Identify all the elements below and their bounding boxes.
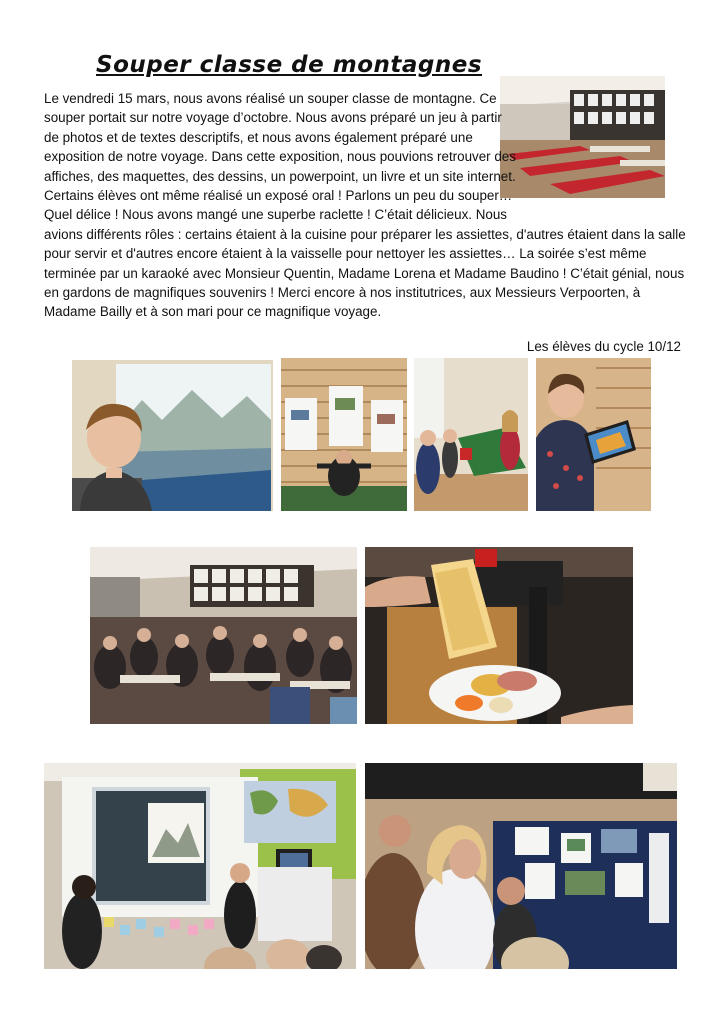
article-text: Le vendredi 15 mars, nous avons réalisé un souper classe de montagne. Ce souper portait sur notre voyage d’octobre. Nous avons préparé un jeu à partir de photos et de textes descriptifs, et nous avons également préparé une exposition de notre voyage. Dans cette exposition, nous pouvions retrouver des affiches, des maquettes, des dessins, un powerpoint, un livre et un site internet. Certains élèves ont même réalisé un exposé oral ! Parlons un peu du souper… Quel délice ! Nous avons mangé une superbe raclette ! C’était délicieux. Nous avions différents rôles : certains étaient à la cuisine pour préparer les assiettes, d'autres étaient dans la salle pour servir et d'autres encore étaient à la vaisselle pour nettoyer les assiettes… La soirée s’est même terminée par un karaoké avec Monsieur Quentin, Madame Lorena et Madame Baudino ! C’était génial, nous en gardons de magnifiques souvenirs ! Merci encore à nos institutrices, aux Messieurs Verpoorten, à Madame Bailly et à son mari pour ce magnifique voyage. [44, 91, 686, 320]
article-body [44, 89, 694, 322]
model-display-photo [414, 358, 528, 511]
raclette-plate-photo [365, 547, 633, 724]
exhibition-visitors-photo [365, 763, 677, 969]
boy-mountain-drawing-photo [72, 360, 273, 511]
classroom-presentation-photo [44, 763, 356, 969]
signature: Les élèves du cycle 10/12 [526, 339, 681, 354]
page-title: Souper classe de montagnes [96, 52, 483, 78]
boy-tablet-photo [536, 358, 651, 511]
dinner-crowd-photo [90, 547, 357, 724]
posters-wall-bars-photo [281, 358, 407, 511]
